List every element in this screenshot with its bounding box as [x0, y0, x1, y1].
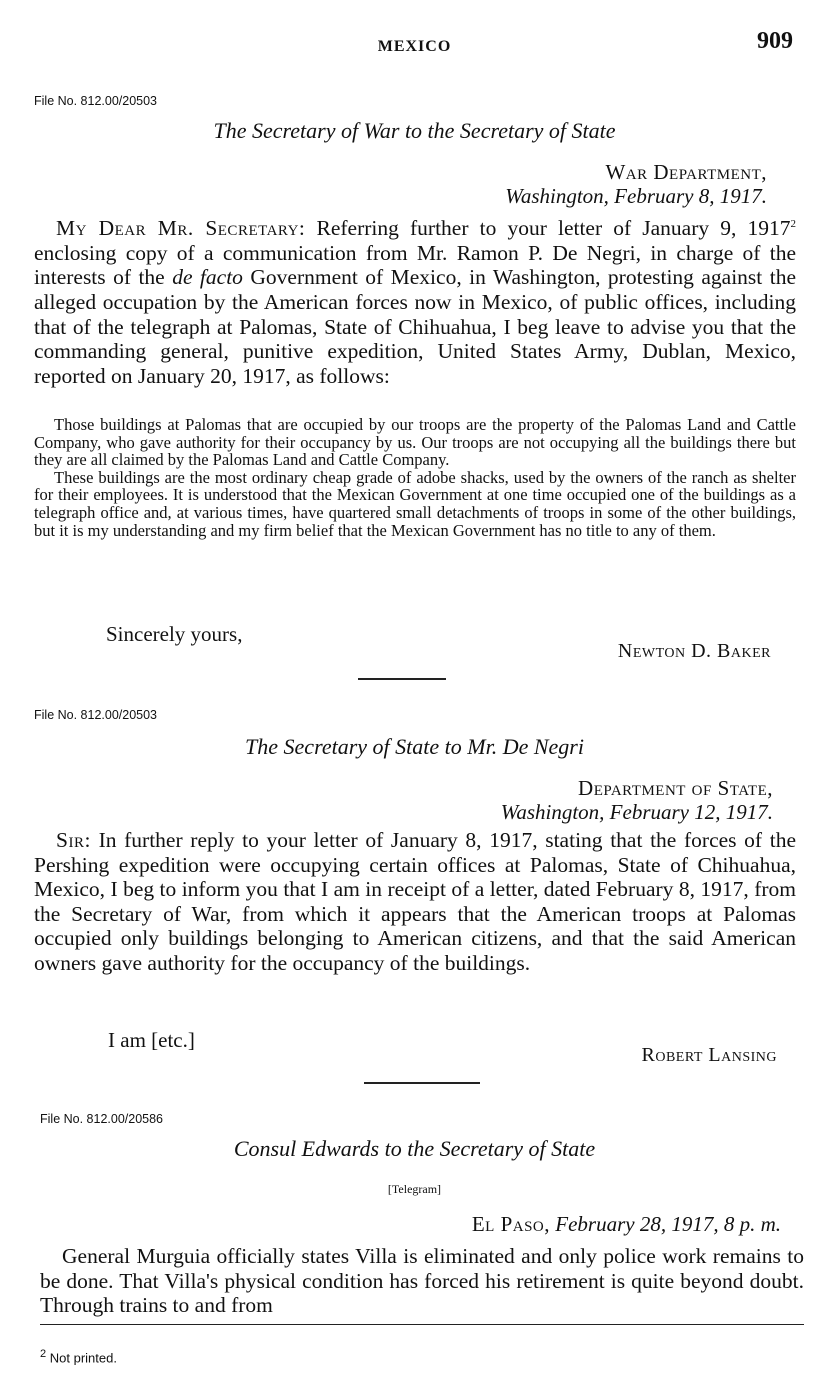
department-name: War Department, [605, 160, 767, 184]
salutation: Sir: [56, 828, 91, 852]
document-title: The Secretary of War to the Secretary of State [213, 118, 616, 143]
date: Washington, February 8, 1917. [505, 184, 767, 208]
signature: Robert Lansing [641, 1044, 777, 1066]
body-text: In further reply to your letter of January 8, 1917, stating that the forces of the Pershing expedition were occupying certain offices at Palomas, State of Chihuahua, Mexico, I beg to inform you that I am in receipt of a letter, dated February 8, 1917, from the Secretary of War, from which it appears that the American troops at Palomas occupied only buildings belonging to American citizens, and that the said American owners gave authority for the occupancy of the buildings. [34, 828, 796, 975]
closing: Sincerely yours, [106, 622, 243, 646]
quote-paragraph: Those buildings at Palomas that are occupied by our troops are the property of the Palomas Land and Cattle Company, who gave authority for their occupancy by us. Our troops are not occupying all the buildings there but they are all claimed by the Palomas Land and Cattle Company. [34, 415, 796, 470]
closing: I am [etc.] [108, 1028, 195, 1052]
document-title: The Secretary of State to Mr. De Negri [245, 734, 584, 759]
footnote-text: Not printed. [49, 1350, 117, 1366]
section-divider [364, 1082, 480, 1084]
dateline [505, 160, 767, 208]
letter-body [34, 212, 796, 388]
footnote-rule [40, 1324, 804, 1325]
document-type: [Telegram] [387, 1182, 442, 1196]
body-text-b: enclosing copy of a communication from Mr. Ramon P. De Negri, in charge of the interests of the [34, 240, 796, 290]
file-number: File No. 812.00/20586 [40, 1112, 164, 1126]
file-number: File No. 812.00/20503 [34, 708, 158, 722]
footnote-mark: 2 [40, 1348, 47, 1360]
telegram-body [40, 1244, 804, 1318]
page-number: 909 [757, 28, 793, 54]
place: El Paso, [471, 1212, 551, 1236]
quoted-report [34, 416, 796, 539]
running-head: MEXICO [377, 38, 452, 55]
body-text-c: Government of Mexico, in Washington, protesting against the alleged occupation by the American forces now in Mexico, of public offices, including that of the telegraph at Palomas, State of Chihuahua, I beg leave to advise you that the commanding general, punitive expedition, United States Army, Dublan, Mexico, reported on January 20, 1917, as follows: [34, 265, 796, 388]
body-text-a: Referring further to your letter of January 9, 1917 [305, 216, 791, 241]
department-name: Department of State, [578, 776, 773, 800]
document-title: Consul Edwards to the Secretary of State [233, 1136, 596, 1161]
dateline [501, 776, 773, 824]
letter-body [34, 828, 796, 976]
salutation: My Dear Mr. Secretary: [56, 216, 306, 241]
date: February 28, 1917, 8 p. m. [550, 1212, 781, 1236]
section-divider [358, 678, 446, 680]
footnote-ref: 2 [790, 218, 796, 230]
dateline [472, 1212, 781, 1236]
date: Washington, February 12, 1917. [500, 800, 773, 824]
footnote [40, 1348, 117, 1365]
body-text: General Murguia officially states Villa is eliminated and only police work remains to be done. That Villa's physical condition has forced his retirement is quite beyond doubt. Through trains to and from [40, 1244, 804, 1318]
quote-paragraph: These buildings are the most ordinary cheap grade of adobe shacks, used by the owners of the ranch as shelter for their employees. It is understood that the Mexican Government at one time occupied one of the buildings as a telegraph office and, at various times, have quartered small detachments of troops in some of the other buildings, but it is my understanding and my firm belief that the Mexican Government has no title to any of them. [34, 467, 796, 540]
signature: Newton D. Baker [617, 640, 771, 662]
body-text-italic: de facto [172, 265, 243, 290]
file-number: File No. 812.00/20503 [34, 94, 158, 108]
